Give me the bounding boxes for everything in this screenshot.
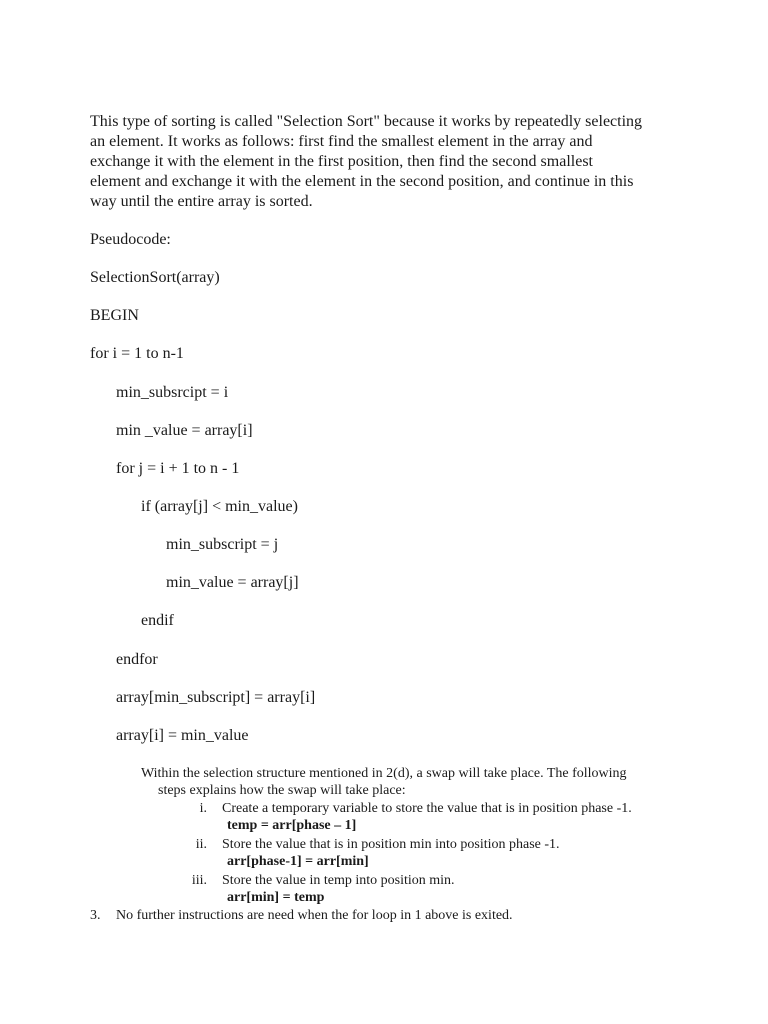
step-numeral: ii. <box>195 837 207 852</box>
intro-line: way until the entire array is sorted. <box>90 193 313 210</box>
pseudocode-line: endfor <box>116 651 158 668</box>
pseudocode-begin: BEGIN <box>90 307 139 324</box>
intro-line: This type of sorting is called "Selection Sort" because it works by repeatedly selecting <box>90 113 643 130</box>
intro-paragraph <box>90 112 690 212</box>
pseudocode-line: array[min_subscript] = array[i] <box>116 689 316 706</box>
pseudocode-line: for j = i + 1 to n - 1 <box>116 460 240 477</box>
swap-note-line: Within the selection structure mentioned in 2(d), a swap will take place. The following <box>141 766 627 781</box>
swap-note-line: steps explains how the swap will take place: <box>158 783 406 798</box>
intro-line: element and exchange it with the element in the second position, and continue in this <box>90 173 634 190</box>
pseudocode-line: for i = 1 to n-1 <box>90 345 184 362</box>
pseudocode-line: endif <box>141 612 174 629</box>
step-numeral: iii. <box>191 873 207 888</box>
list-item-number: 3. <box>90 908 101 923</box>
list-item-text: No further instructions are need when the for loop in 1 above is exited. <box>116 908 513 923</box>
pseudocode-line: if (array[j] < min_value) <box>141 498 298 515</box>
step-text: Create a temporary variable to store the value that is in position phase -1. <box>222 801 632 816</box>
pseudocode-line: min_subsrcipt = i <box>116 384 229 401</box>
pseudocode-line: min_value = array[j] <box>166 574 299 591</box>
step-numeral: i. <box>199 801 207 816</box>
pseudocode-signature: SelectionSort(array) <box>90 269 220 286</box>
intro-line: exchange it with the element in the first position, then find the second smallest <box>90 153 593 170</box>
step-text: Store the value in temp into position min. <box>222 873 455 888</box>
step-code: arr[min] = temp <box>227 890 325 905</box>
step-code: temp = arr[phase – 1] <box>227 818 357 833</box>
pseudocode-line: min_subscript = j <box>166 536 279 553</box>
pseudocode-line: min _value = array[i] <box>116 422 253 439</box>
intro-line: an element. It works as follows: first find the smallest element in the array and <box>90 133 593 150</box>
step-text: Store the value that is in position min into position phase -1. <box>222 837 560 852</box>
pseudocode-heading: Pseudocode: <box>90 231 171 248</box>
pseudocode-line: array[i] = min_value <box>116 727 249 744</box>
step-code: arr[phase-1] = arr[min] <box>227 854 369 869</box>
